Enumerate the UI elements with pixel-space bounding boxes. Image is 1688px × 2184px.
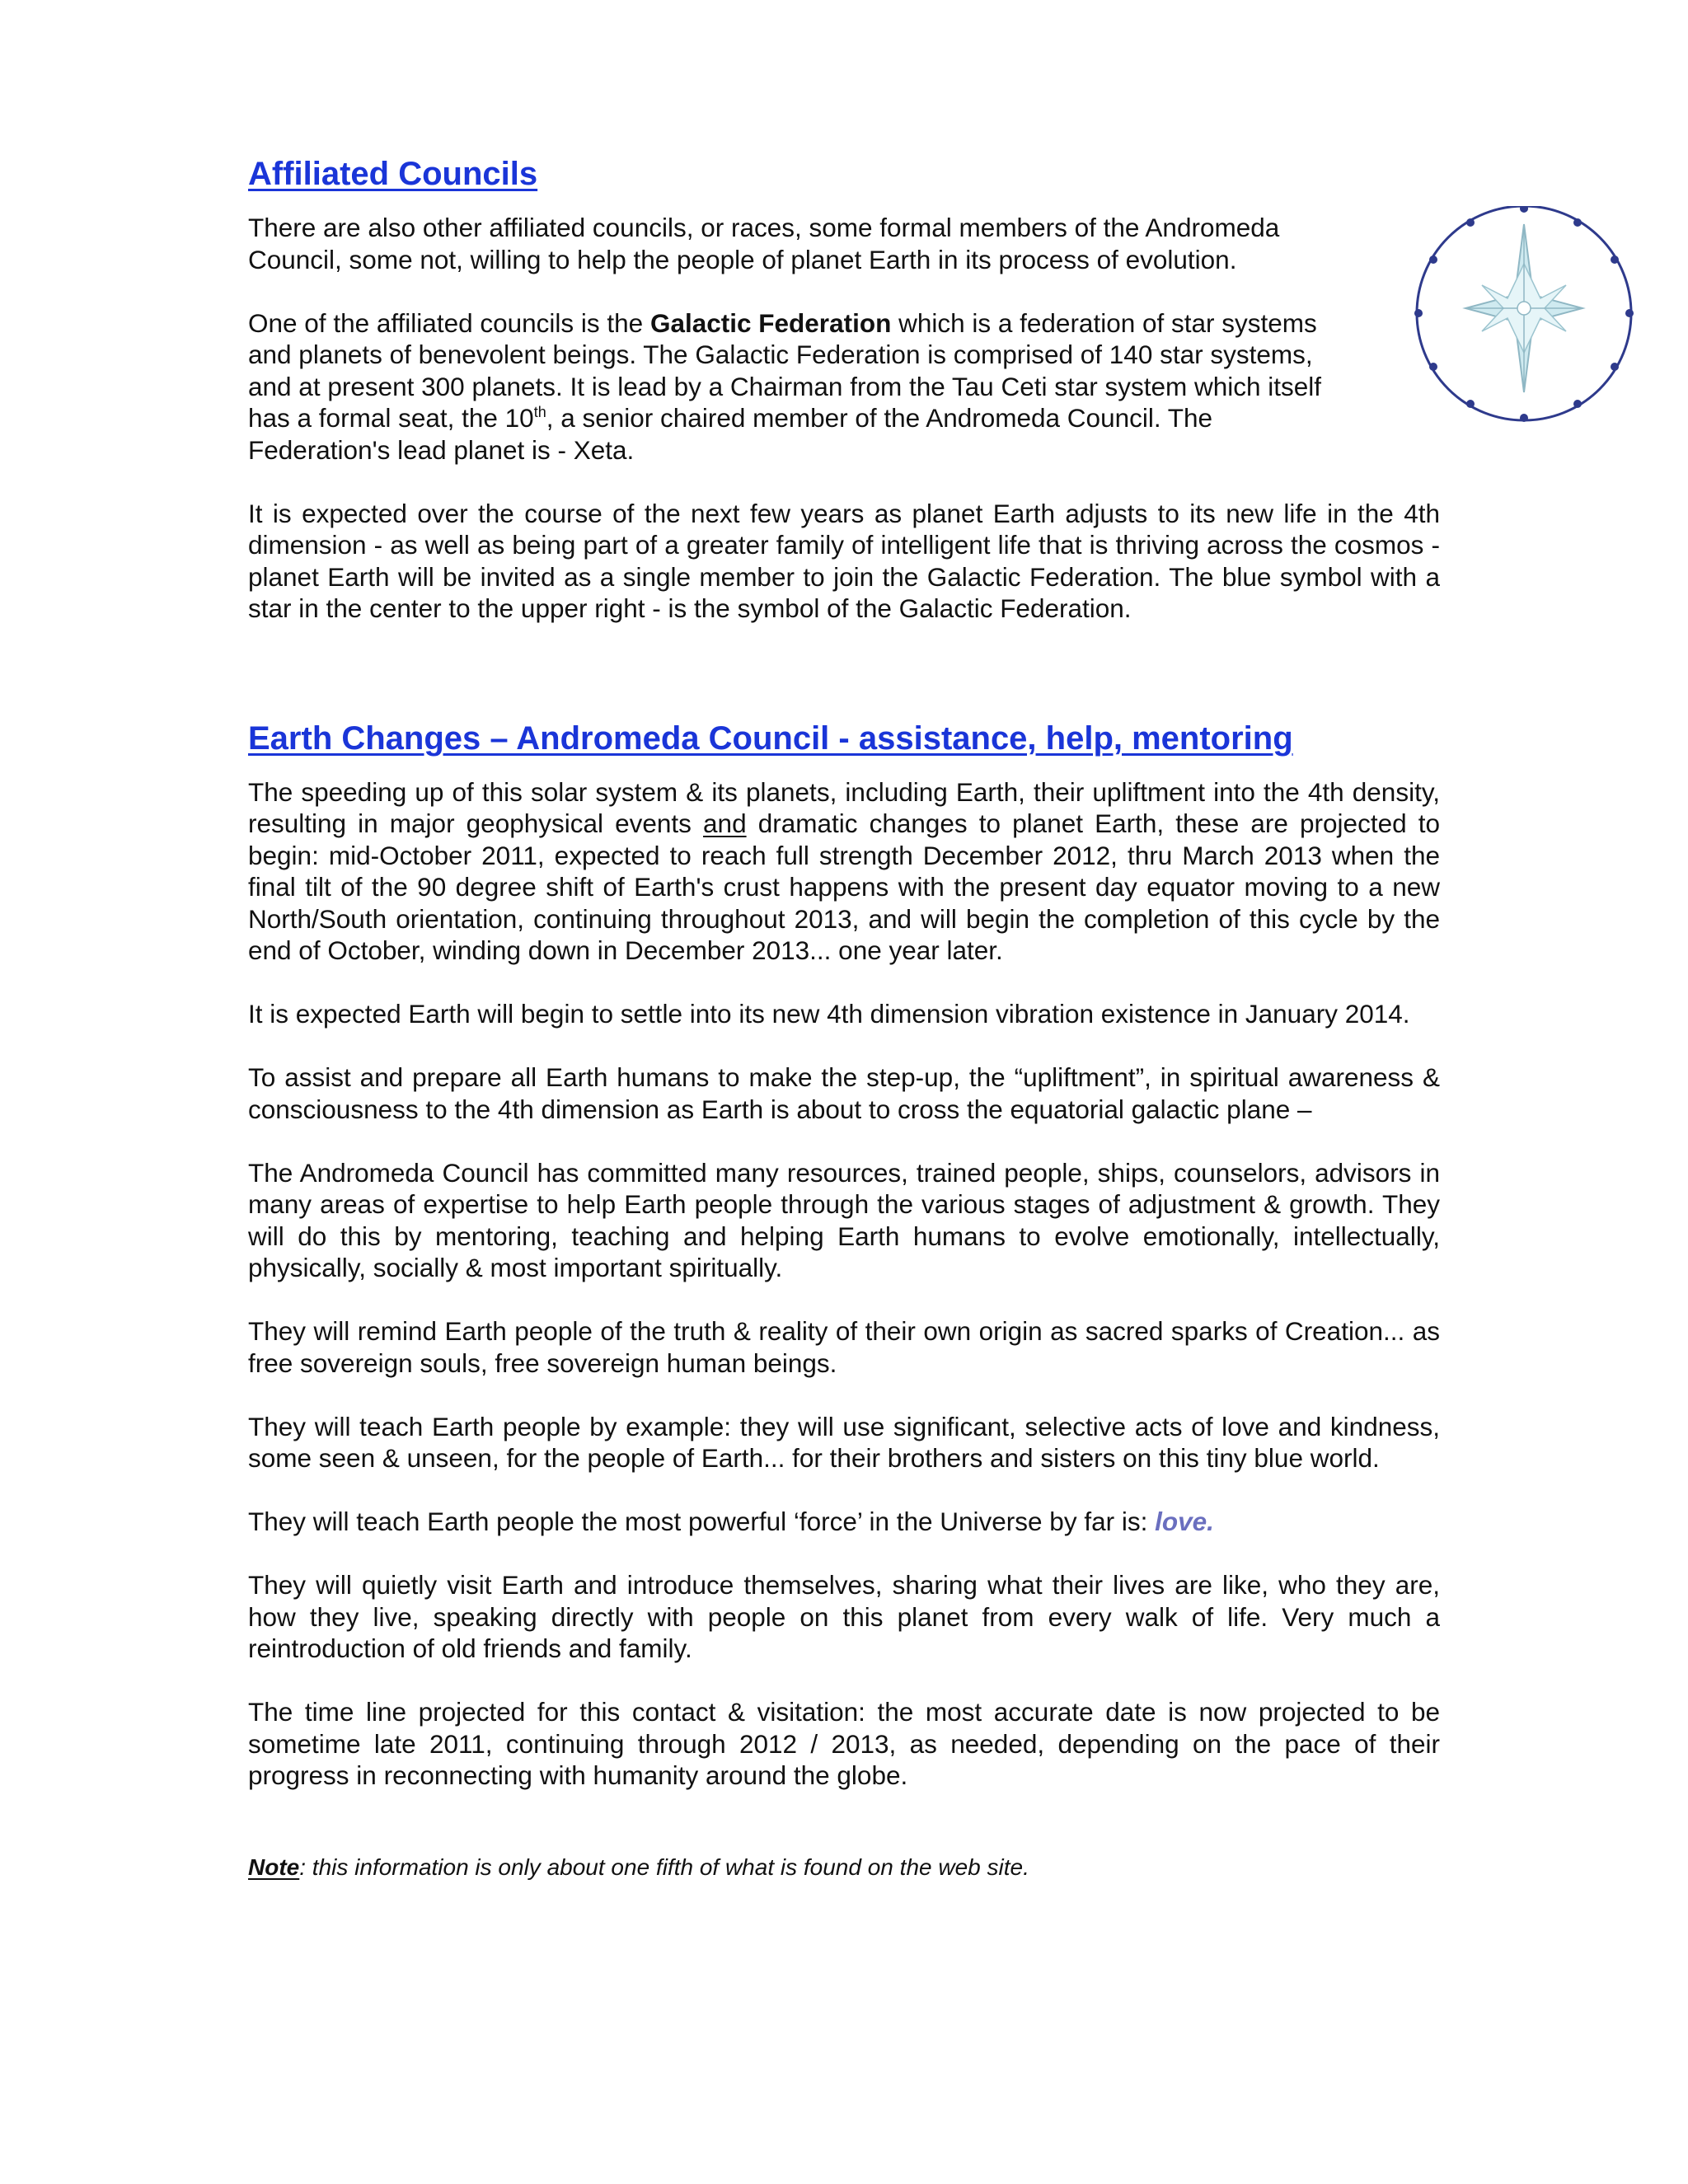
paragraph-love (248, 1506, 1440, 1538)
text-run: dramatic changes to planet Earth, these are projected to begin: mid-October 2011, expected to reach full strength December 2012, thru March 2013 when the final tilt of the 90 degree shift of Earth's crust happens with the present day equator moving to a new North/South orientation, continuing throughout 2013, and will begin the completion of this cycle by the end of October, winding down in December 2013... one year later. (248, 808, 1440, 965)
love-emphasis: love. (1155, 1507, 1214, 1536)
text-run: The speeding up of this solar system & its planets, including Earth, their upliftment into the 4th density, resulting in major geophysical events (248, 776, 1440, 838)
emblem-star (1465, 224, 1582, 392)
paragraph: It is expected over the course of the next few years as planet Earth adjusts to its new life in the 4th dimension - as well as being part of a greater family of intelligent life that is thriving across the cosmos - planet Earth will be invited as a single member to join the Galactic Federation. The blue symbol with a star in the center to the upper right - is the symbol of the Galactic Federation. (248, 498, 1440, 623)
text-run: , a senior chaired member of the Andromeda Council. The Federation's lead planet is - Xeta. (248, 403, 1213, 465)
text-run: which is a federation of star systems and planets of benevolent beings. The Galactic Federation is comprised of 140 star systems, and at present 300 planets. It is lead by a Chairman from the Tau Ceti star system which itself has a formal seat, the 10 (248, 307, 1322, 433)
paragraph: To assist and prepare all Earth humans to make the step-up, the “upliftment”, in spiritual awareness & consciousness to the 4th dimension as Earth is about to cross the equatorial galactic plane – (248, 1062, 1440, 1124)
underlined-word: and (703, 808, 747, 838)
document-content (248, 152, 1440, 1882)
text-run: One of the affiliated councils is the (248, 307, 650, 338)
text-run: They will teach Earth people the most powerful ‘force’ in the Universe by far is: (248, 1507, 1156, 1536)
paragraph: They will remind Earth people of the truth & reality of their own origin as sacred sparks of Creation... as free sovereign souls, free sovereign human beings. (248, 1316, 1440, 1378)
galactic-federation-term: Galactic Federation (649, 307, 892, 338)
paragraph: They will teach Earth people by example: they will use significant, selective acts of love and kindness, some seen & unseen, for the people of Earth... for their brothers and sisters on this tiny blue world. (248, 1411, 1440, 1473)
heading-earth-changes: Earth Changes – Andromeda Council - assistance, help, mentoring (248, 719, 1293, 757)
footer-note (248, 1853, 1440, 1882)
note-text: : this information is only about one fifth of what is found on the web site. (299, 1854, 1029, 1880)
note-label: Note (248, 1854, 300, 1880)
paragraph: The time line projected for this contact & visitation: the most accurate date is now projected to be sometime late 2011, continuing through 2012 / 2013, as needed, depending on the pace of their progress in reconnecting with humanity around the globe. (248, 1697, 1440, 1790)
paragraph: It is expected Earth will begin to settle into its new 4th dimension vibration existence in January 2014. (248, 999, 1410, 1029)
paragraph-earth-changes (248, 776, 1440, 967)
heading-affiliated-councils: Affiliated Councils (248, 156, 538, 192)
paragraph: The Andromeda Council has committed many resources, trained people, ships, counselors, advisors in many areas of expertise to help Earth people through the various stages of adjustment & growth. They will do this by mentoring, teaching and helping Earth humans to evolve emotionally, intellectually, physically, socially & most important spiritually. (248, 1157, 1440, 1282)
paragraph: There are also other affiliated councils, or races, some formal members of the Andromeda Council, some not, willing to help the people of planet Earth in its process of evolution. (248, 213, 1280, 274)
ordinal-suffix: th (533, 404, 546, 420)
emblem-svg (1413, 206, 1635, 429)
paragraph: They will quietly visit Earth and introduce themselves, sharing what their lives are like, who they are, how they live, speaking directly with people on this planet from every walk of life. Very much a reintroduction of old friends and family. (248, 1570, 1440, 1663)
paragraph-galactic-federation (248, 307, 1353, 466)
galactic-federation-star-emblem-icon (1413, 206, 1635, 429)
